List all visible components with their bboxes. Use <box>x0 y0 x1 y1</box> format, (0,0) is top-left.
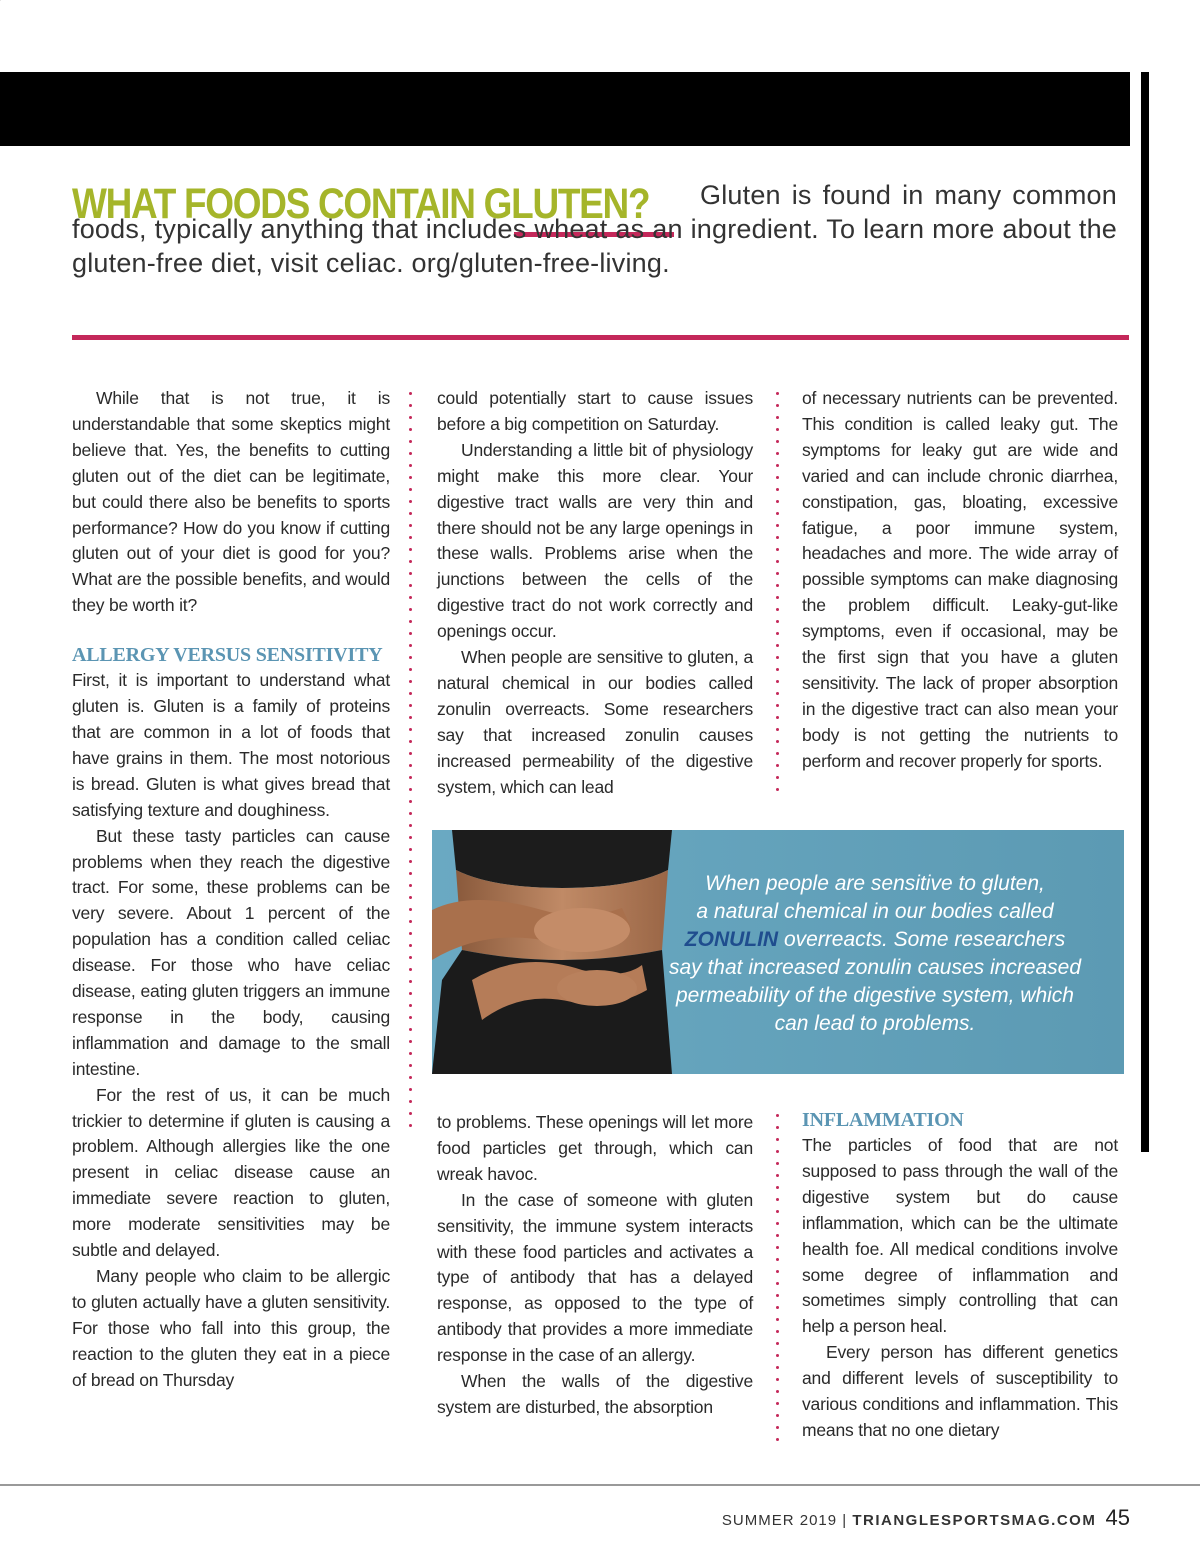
divider-dot <box>776 1246 779 1249</box>
section-heading-inflammation: INFLAMMATION <box>802 1109 964 1131</box>
divider-dot <box>409 560 412 563</box>
pull-quote-text: overreacts. Some researchers <box>778 928 1066 951</box>
page-corner <box>0 0 60 60</box>
paragraph: For the rest of us, it can be much trickier to determine if gluten is causing a problem. Although allergies like the one present in celiac disease cause an immediate severe reaction to gluten, more moderate sensitivities may be subtle and delayed. <box>72 1084 390 1261</box>
pull-quote <box>640 870 1110 1038</box>
divider-dot <box>409 920 412 923</box>
divider-dot <box>409 608 412 611</box>
divider-dot <box>776 1210 779 1213</box>
page-edge-bar <box>1141 72 1149 1152</box>
divider-dot <box>409 824 412 827</box>
pull-quote-line: permeability of the digestive system, which <box>675 984 1074 1007</box>
divider-dot <box>409 584 412 587</box>
divider-dot <box>409 524 412 527</box>
divider-dot <box>776 632 779 635</box>
divider-dot <box>776 416 779 419</box>
divider-dot <box>409 776 412 779</box>
divider-dot <box>776 704 779 707</box>
divider-dot <box>776 1426 779 1429</box>
divider-dot <box>409 440 412 443</box>
pull-quote-line: When people are sensitive to gluten, <box>705 872 1045 895</box>
column-divider-2a <box>776 392 780 800</box>
site-name: TRIANGLESPORTSMAG.COM <box>852 1512 1097 1529</box>
paragraph: First, it is important to understand what gluten is. Gluten is a family of proteins that are common in a lot of foods that have grains in them. The most notorious is bread. Gluten is what gives bread that satisfying texture and doughiness. <box>72 670 390 820</box>
divider-dot <box>409 1040 412 1043</box>
divider-dot <box>409 1100 412 1103</box>
pull-quote-line: can lead to problems. <box>774 1012 976 1035</box>
divider-dot <box>409 620 412 623</box>
divider-dot <box>409 656 412 659</box>
header-black-band <box>0 72 1130 146</box>
paragraph: While that is not true, it is understandable that some skeptics might believe that. Yes, the benefits to cutting gluten out of the diet can be legitimate, but could there also be benefits to sports performance? How do you know if cutting gluten out of your diet is good for you? What are the possible benefits, and would they be worth it? <box>72 388 390 616</box>
pull-quote-line: a natural chemical in our bodies called <box>696 900 1054 923</box>
divider-dot <box>409 788 412 791</box>
pull-quote-line <box>640 926 1110 954</box>
divider-dot <box>409 908 412 911</box>
divider-dot <box>776 1186 779 1189</box>
paragraph: When the walls of the digestive system are disturbed, the absorption <box>437 1371 753 1417</box>
divider-dot <box>409 548 412 551</box>
divider-dot <box>776 512 779 515</box>
divider-dot <box>776 752 779 755</box>
divider-dot <box>409 1052 412 1055</box>
divider-dot <box>409 1004 412 1007</box>
divider-dot <box>776 1318 779 1321</box>
divider-dot <box>776 524 779 527</box>
paragraph: to problems. These openings will let more food particles get through, which can wreak havoc. <box>437 1112 753 1184</box>
section-rule <box>72 335 1129 340</box>
divider-dot <box>776 1366 779 1369</box>
column-divider-2b <box>776 1114 780 1450</box>
divider-dot <box>776 596 779 599</box>
divider-dot <box>776 1342 779 1345</box>
divider-dot <box>409 500 412 503</box>
divider-dot <box>776 1174 779 1177</box>
divider-dot <box>409 764 412 767</box>
section-heading-allergy: ALLERGY VERSUS SENSITIVITY <box>72 644 383 667</box>
sidebar-intro-text: Gluten is found in many common foods, typically anything that includes wheat as an ingredient. To learn more about the gluten-free diet, visit celiac. org/gluten-free-living. <box>72 180 1117 278</box>
divider-dot <box>409 860 412 863</box>
divider-dot <box>409 716 412 719</box>
divider-dot <box>409 872 412 875</box>
divider-dot <box>409 692 412 695</box>
pull-quote-line: say that increased zonulin causes increased <box>668 956 1082 979</box>
divider-dot <box>776 1402 779 1405</box>
divider-dot <box>409 728 412 731</box>
divider-dot <box>409 452 412 455</box>
divider-dot <box>409 1028 412 1031</box>
divider-dot <box>776 1354 779 1357</box>
divider-dot <box>409 572 412 575</box>
divider-dot <box>409 416 412 419</box>
divider-dot <box>776 440 779 443</box>
divider-dot <box>409 1124 412 1127</box>
divider-dot <box>409 740 412 743</box>
divider-dot <box>776 1126 779 1129</box>
article-column-1 <box>72 386 390 1394</box>
divider-dot <box>409 428 412 431</box>
divider-dot <box>776 1414 779 1417</box>
divider-dot <box>776 536 779 539</box>
divider-dot <box>776 608 779 611</box>
divider-dot <box>409 884 412 887</box>
paragraph: Many people who claim to be allergic to gluten actually have a gluten sensitivity. For those who fall into this group, the reaction to the gluten they eat in a piece of bread on Thursday <box>72 1266 390 1390</box>
footer-separator: | <box>842 1512 848 1529</box>
paragraph: of necessary nutrients can be prevented. This condition is called leaky gut. The symptoms for leaky gut are wide and varied and can include chronic diarrhea, constipation, gas, bloating, excessive fatigue, a poor immune system, headaches and more. The wide array of possible symptoms can make diagnosing the problem difficult. Leaky-gut-like symptoms, even if occasional, may be the first sign that you have a gluten sensitivity. The lack of proper absorption in the digestive tract can also mean your body is not getting the nutrients to perform and recover properly for sports. <box>802 388 1118 771</box>
column-divider-1 <box>409 392 413 1136</box>
divider-dot <box>776 692 779 695</box>
divider-dot <box>776 1282 779 1285</box>
divider-dot <box>776 548 779 551</box>
divider-dot <box>409 956 412 959</box>
divider-dot <box>776 788 779 791</box>
divider-dot <box>409 968 412 971</box>
divider-dot <box>409 812 412 815</box>
page-number: 45 <box>1105 1505 1130 1530</box>
divider-dot <box>409 632 412 635</box>
divider-dot <box>776 1150 779 1153</box>
divider-dot <box>409 848 412 851</box>
divider-dot <box>776 668 779 671</box>
divider-dot <box>776 680 779 683</box>
divider-dot <box>409 464 412 467</box>
divider-dot <box>409 800 412 803</box>
divider-dot <box>409 668 412 671</box>
divider-dot <box>776 1294 779 1297</box>
divider-dot <box>776 584 779 587</box>
divider-dot <box>776 404 779 407</box>
divider-dot <box>776 1138 779 1141</box>
divider-dot <box>409 1016 412 1019</box>
paragraph: Every person has different genetics and different levels of susceptibility to various conditions and inflammation. This means that no one dietary <box>802 1342 1118 1440</box>
divider-dot <box>776 620 779 623</box>
divider-dot <box>409 932 412 935</box>
divider-dot <box>409 704 412 707</box>
paragraph: When people are sensitive to gluten, a natural chemical in our bodies called zonulin overreacts. Some researchers say that increased zonulin causes increased permeability of the digestive system, which can lead <box>437 647 753 797</box>
divider-dot <box>776 452 779 455</box>
divider-dot <box>776 1438 779 1441</box>
divider-dot <box>409 404 412 407</box>
divider-dot <box>776 560 779 563</box>
divider-dot <box>776 1234 779 1237</box>
pull-quote-keyword: ZONULIN <box>684 928 779 951</box>
divider-dot <box>409 680 412 683</box>
sidebar-title: WHAT FOODS CONTAIN GLUTEN? <box>72 180 650 228</box>
divider-dot <box>776 656 779 659</box>
article-column-2-bottom <box>437 1110 753 1421</box>
divider-dot <box>776 428 779 431</box>
paragraph: In the case of someone with gluten sensitivity, the immune system interacts with these food particles and activates a type of antibody that has a delayed response, as opposed to the type of antibody that provides a more immediate response in the case of an allergy. <box>437 1189 753 1366</box>
paragraph: could potentially start to cause issues before a big competition on Saturday. <box>437 388 753 434</box>
divider-dot <box>776 1270 779 1273</box>
divider-dot <box>776 1198 779 1201</box>
divider-dot <box>409 596 412 599</box>
paragraph: Understanding a little bit of physiology might make this more clear. Your digestive tract walls are very thin and there should not be any large openings in these walls. Problems arise when the junctions between the cells of the digestive tract do not work correctly and openings occur. <box>437 439 753 642</box>
divider-dot <box>409 644 412 647</box>
divider-dot <box>409 944 412 947</box>
divider-dot <box>409 1112 412 1115</box>
divider-dot <box>776 716 779 719</box>
divider-dot <box>776 644 779 647</box>
divider-dot <box>776 476 779 479</box>
page-footer <box>722 1505 1130 1531</box>
article-column-3-bottom <box>802 1108 1118 1444</box>
divider-dot <box>776 1162 779 1165</box>
divider-dot <box>776 500 779 503</box>
divider-dot <box>409 512 412 515</box>
divider-dot <box>776 464 779 467</box>
issue-label: SUMMER 2019 <box>721 1512 838 1529</box>
divider-dot <box>776 764 779 767</box>
article-column-2-top <box>437 386 753 801</box>
divider-dot <box>409 392 412 395</box>
divider-dot <box>409 488 412 491</box>
footer-rule <box>0 1484 1200 1486</box>
divider-dot <box>776 488 779 491</box>
divider-dot <box>409 980 412 983</box>
divider-dot <box>776 1330 779 1333</box>
divider-dot <box>409 992 412 995</box>
divider-dot <box>409 1064 412 1067</box>
article-column-3-top <box>802 386 1118 775</box>
divider-dot <box>776 776 779 779</box>
divider-dot <box>776 1222 779 1225</box>
divider-dot <box>776 1306 779 1309</box>
divider-dot <box>409 752 412 755</box>
paragraph: But these tasty particles can cause problems when they reach the digestive tract. For some, these problems can be very severe. About 1 percent of the population has a condition called celiac disease. For those who have celiac disease, eating gluten triggers an immune response in the body, causing inflammation and damage to the small intestine. <box>72 825 390 1079</box>
divider-dot <box>776 392 779 395</box>
divider-dot <box>409 536 412 539</box>
divider-dot <box>776 572 779 575</box>
divider-dot <box>409 896 412 899</box>
paragraph: The particles of food that are not supposed to pass through the wall of the digestive system but do cause inflammation, which can be the ultimate health foe. All medical conditions involve some degree of inflammation and sometimes simply controlling that can help a person heal. <box>802 1135 1118 1337</box>
divider-dot <box>409 836 412 839</box>
divider-dot <box>776 728 779 731</box>
divider-dot <box>776 1114 779 1117</box>
divider-dot <box>776 740 779 743</box>
divider-dot <box>776 1378 779 1381</box>
divider-dot <box>409 1076 412 1079</box>
divider-dot <box>409 476 412 479</box>
divider-dot <box>776 1390 779 1393</box>
divider-dot <box>776 1258 779 1261</box>
divider-dot <box>409 1088 412 1091</box>
